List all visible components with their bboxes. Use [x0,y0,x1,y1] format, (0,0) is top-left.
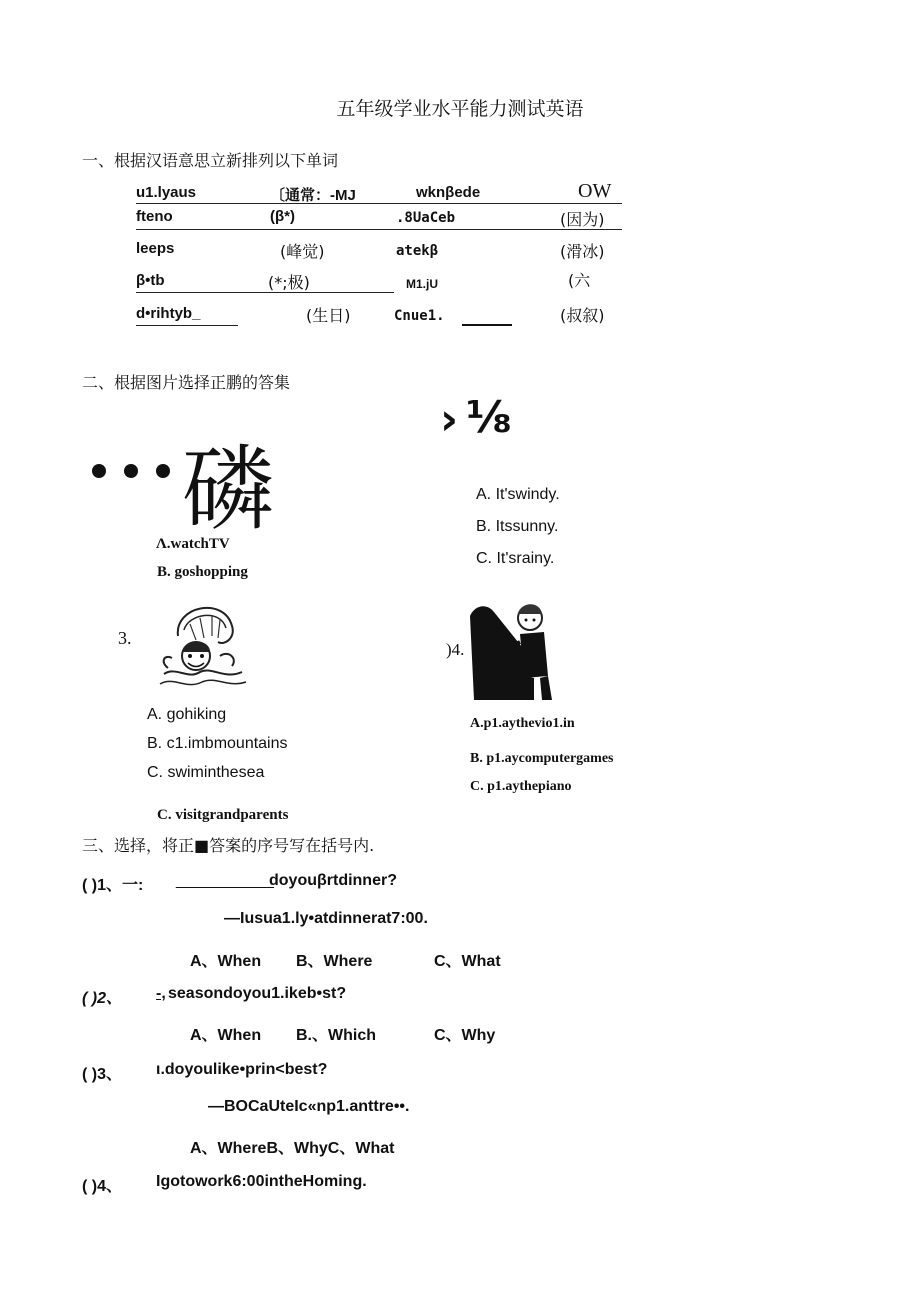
q2-option-a: A. It'swindy. [476,486,560,503]
s3-q4-number: ( )4、 [82,1178,123,1195]
s3-q1-option-b: B、Where [296,953,373,970]
s3-q1-number: ( )1、一: [82,877,144,894]
picture-q1: 磷 [182,436,275,543]
hint-1: 〔通常：-MJ [270,187,356,204]
word-7: β•tb [136,272,165,289]
section2-heading: 二、根据图片选择正鹏的答集 [82,373,291,392]
q2-option-b: B. Itssunny. [476,518,559,535]
word-9: d•rihtyb_ [136,305,201,322]
swimming-boy-image [124,596,256,696]
s3-q3-answer: —BOCaUteIc«np1.anttre••. [208,1098,410,1115]
word-1: u1.lyaus [136,184,197,201]
q3-number: 3. [118,628,132,648]
hint-10: (叔叙) [560,306,605,325]
hint-5: (峰觉) [280,242,325,261]
q1-option-c: C. visitgrandparents [157,807,289,823]
s3-q1-answer: —Iusua1.ly•atdinnerat7:00. [224,910,428,927]
s3-q1-blank: ___________ [176,872,274,889]
underline-row2 [136,229,622,230]
word-10: Cnue1. [394,308,445,324]
word-2: wknβede [416,184,481,201]
q1-option-b: B. goshopping [157,564,248,580]
s3-q3-options: A、WhereB、WhyC、What [190,1140,395,1157]
s3-q1-option-c: C、What [434,953,501,970]
word-8: M1.jU [406,277,439,291]
s3-q2-blank: -, [156,985,166,1002]
q1-option-a: Λ.watchTV [156,536,230,552]
s3-q2-option-a: A、When [190,1027,262,1044]
underline-row5a [136,325,238,326]
hint-4: (因为) [560,210,605,229]
section1-heading: 一、根据汉语意思立新排列以下单词 [82,151,339,170]
underline-row4 [136,292,394,293]
underline-row5b [462,324,512,326]
q2-prefix: › [440,394,459,445]
s3-q3-number: ( )3、 [82,1066,123,1083]
s3-q1-text: doyouβrtdinner? [269,872,397,889]
page-title: 五年级学业水平能力测试英语 [336,98,584,120]
piano-boy-image [464,596,556,706]
hint-3: (β*) [270,208,295,225]
underline-row1 [136,203,622,204]
word-4: .8UaCeb [396,210,456,226]
q3-option-b: B. c1.imbmountains [147,735,288,752]
s3-q2-option-b: B.、Which [296,1027,376,1044]
dots-image [92,463,188,482]
s3-q3-text: ι.doyoulike•prin<best? [156,1061,328,1078]
section3-heading: 三、选择，将正■答案的序号写在括号内. [82,836,375,855]
s3-q2-number: ( )2、 [82,990,123,1007]
q3-option-c: C. swiminthesea [147,764,265,781]
hint-7: (*;极) [268,273,310,292]
word-6: atekβ [396,243,439,259]
q4-option-b: B. p1.aycomputergames [470,751,614,766]
hint-8: (六 [568,271,591,290]
s3-q2-option-c: C、Why [434,1027,496,1044]
q4-option-c: C. p1.aythepiano [470,779,572,794]
q2-option-c: C. It'srainy. [476,550,555,567]
s3-q1-option-a: A、When [190,953,262,970]
q4-number: )4. [446,640,465,659]
q4-option-a: A.p1.aythevio1.in [470,716,575,731]
word-5: leeps [136,240,175,257]
hint-6: (滑冰) [560,242,605,261]
picture-q2: ⅛ [466,392,512,443]
hint-9: (生日) [306,306,351,325]
s3-q2-text: seasondoyou1.ikeb•st? [168,985,347,1002]
word-3: fteno [136,208,173,225]
s3-q4-text: Igotowork6:00intheHoming. [156,1173,367,1190]
hint-2: OW [578,180,612,202]
q3-option-a: A. gohiking [147,706,227,723]
